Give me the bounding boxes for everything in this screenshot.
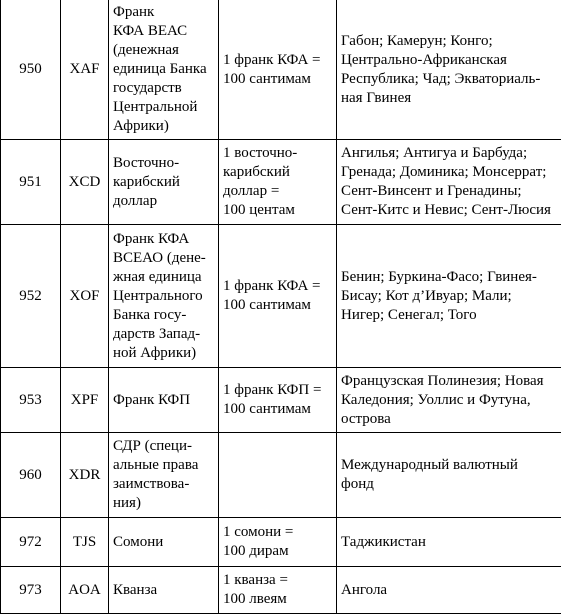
table-row [1,140,561,225]
countries-cell: Французская Полинезия; Новая Каледония; Уоллис и Футуна, острова [337,368,561,433]
subunit-cell: 1 восточно- карибский доллар = 100 центам [219,140,337,225]
subunit-cell [219,433,337,518]
countries-cell: Ангилья; Антигуа и Барбуда; Гренада; Доминика; Монсеррат; Сент-Винсент и Гренадины; Сент-Китс и Невис; Сент-Люсия [337,140,561,225]
numeric-code-cell: 973 [1,567,61,614]
countries-cell: Таджикистан [337,518,561,567]
alpha-code-cell: XCD [61,140,109,225]
table-row [1,368,561,433]
currency-name-cell: Восточно- карибский доллар [109,140,219,225]
subunit-cell: 1 франк КФА = 100 сантимам [219,225,337,368]
numeric-code-cell: 952 [1,225,61,368]
currency-name-cell: Франк КФА ВЕАС (денежная единица Банка государств Центральной Африки) [109,0,219,140]
countries-cell: Габон; Камерун; Конго; Центрально-Африканская Республика; Чад; Экваториаль- ная Гвинея [337,0,561,140]
countries-cell: Ангола [337,567,561,614]
table-row [1,0,561,140]
subunit-cell: 1 сомони = 100 дирам [219,518,337,567]
subunit-cell: 1 кванза = 100 лвеям [219,567,337,614]
alpha-code-cell: AOA [61,567,109,614]
alpha-code-cell: XDR [61,433,109,518]
currency-name-cell: Франк КФА ВСЕАО (дене- жная единица Центрального Банка госу- дарств Запад- ной Африки) [109,225,219,368]
countries-cell: Международный валютный фонд [337,433,561,518]
currency-name-cell: СДР (специ- альные права заимствова- ния) [109,433,219,518]
table-row [1,518,561,567]
numeric-code-cell: 972 [1,518,61,567]
table-row [1,225,561,368]
currency-name-cell: Кванза [109,567,219,614]
alpha-code-cell: XOF [61,225,109,368]
table-row [1,433,561,518]
countries-cell: Бенин; Буркина-Фасо; Гвинея- Бисау; Кот д’Ивуар; Мали; Нигер; Сенегал; Того [337,225,561,368]
currency-name-cell: Франк КФП [109,368,219,433]
alpha-code-cell: TJS [61,518,109,567]
subunit-cell: 1 франк КФП = 100 сантимам [219,368,337,433]
numeric-code-cell: 960 [1,433,61,518]
alpha-code-cell: XAF [61,0,109,140]
numeric-code-cell: 951 [1,140,61,225]
numeric-code-cell: 953 [1,368,61,433]
numeric-code-cell: 950 [1,0,61,140]
currency-name-cell: Сомони [109,518,219,567]
subunit-cell: 1 франк КФА = 100 сантимам [219,0,337,140]
table-row [1,567,561,614]
alpha-code-cell: XPF [61,368,109,433]
